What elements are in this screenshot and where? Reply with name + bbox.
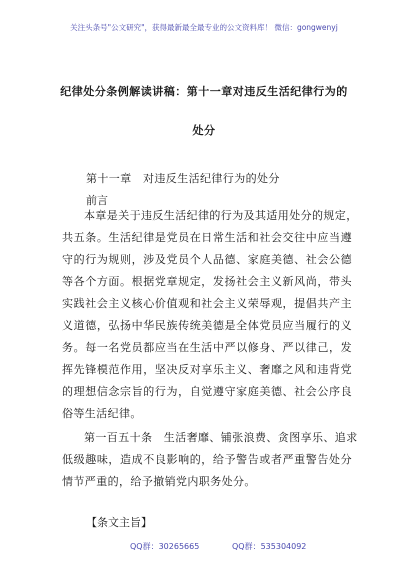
paragraph-line: 守的行为规则，涉及党员个人品德、家庭美德、社会公德 xyxy=(62,253,352,266)
paragraph-line: 务。每一名党员都应当在生活中严以修身、严以律己，发 xyxy=(62,341,352,354)
paragraph-line: 实践社会主义核心价值观和社会主义荣辱观，提倡共产主 xyxy=(62,297,352,310)
paragraph-line: 第一百五十条 生活奢靡、铺张浪费、贪图享乐、追求 xyxy=(84,431,358,444)
paragraph-line: 共五条。生活纪律是党员在日常生活和社会交往中应当遵 xyxy=(62,231,352,244)
paragraph-line: 挥先锋模范作用，坚决反对享乐主义、奢靡之风和违背党 xyxy=(62,363,352,376)
footer-qq-group-2: QQ群：535304092 xyxy=(232,542,307,551)
header-note: 关注头条号"公文研究"，获得最新最全最专业的公文资料库！ 微信：gongwenyj xyxy=(70,23,338,32)
footer-qq-group-1: QQ群：30265665 xyxy=(130,542,200,551)
paragraph-line: 义道德，弘扬中华民族传统美德是全体党员应当履行的义 xyxy=(62,319,352,332)
paragraph-line: 俗等生活纪律。 xyxy=(62,407,142,420)
paragraph-line: 的理想信念宗旨的行为，自觉遵守家庭美德、社会公序良 xyxy=(62,385,352,398)
document-title-line-2: 处分 xyxy=(192,124,216,137)
section-tag: 【条文主旨】 xyxy=(86,516,152,529)
paragraph-2 xyxy=(62,427,358,493)
preface-heading: 前言 xyxy=(86,194,108,207)
paragraph-line: 本章是关于违反生活纪律的行为及其适用处分的规定， xyxy=(84,209,358,222)
paragraph-line: 等各个方面。根据党章规定，发扬社会主义新风尚，带头 xyxy=(62,275,352,288)
paragraph-line: 情节严重的，给予撤销党内职务处分。 xyxy=(62,475,256,488)
document-title-line-1: 纪律处分条例解读讲稿：第十一章对违反生活纪律行为的 xyxy=(60,85,348,98)
paragraph-1 xyxy=(62,205,358,425)
chapter-heading: 第十一章 对违反生活纪律行为的处分 xyxy=(86,172,280,185)
paragraph-line: 低级趣味，造成不良影响的，给予警告或者严重警告处分 xyxy=(62,453,352,466)
